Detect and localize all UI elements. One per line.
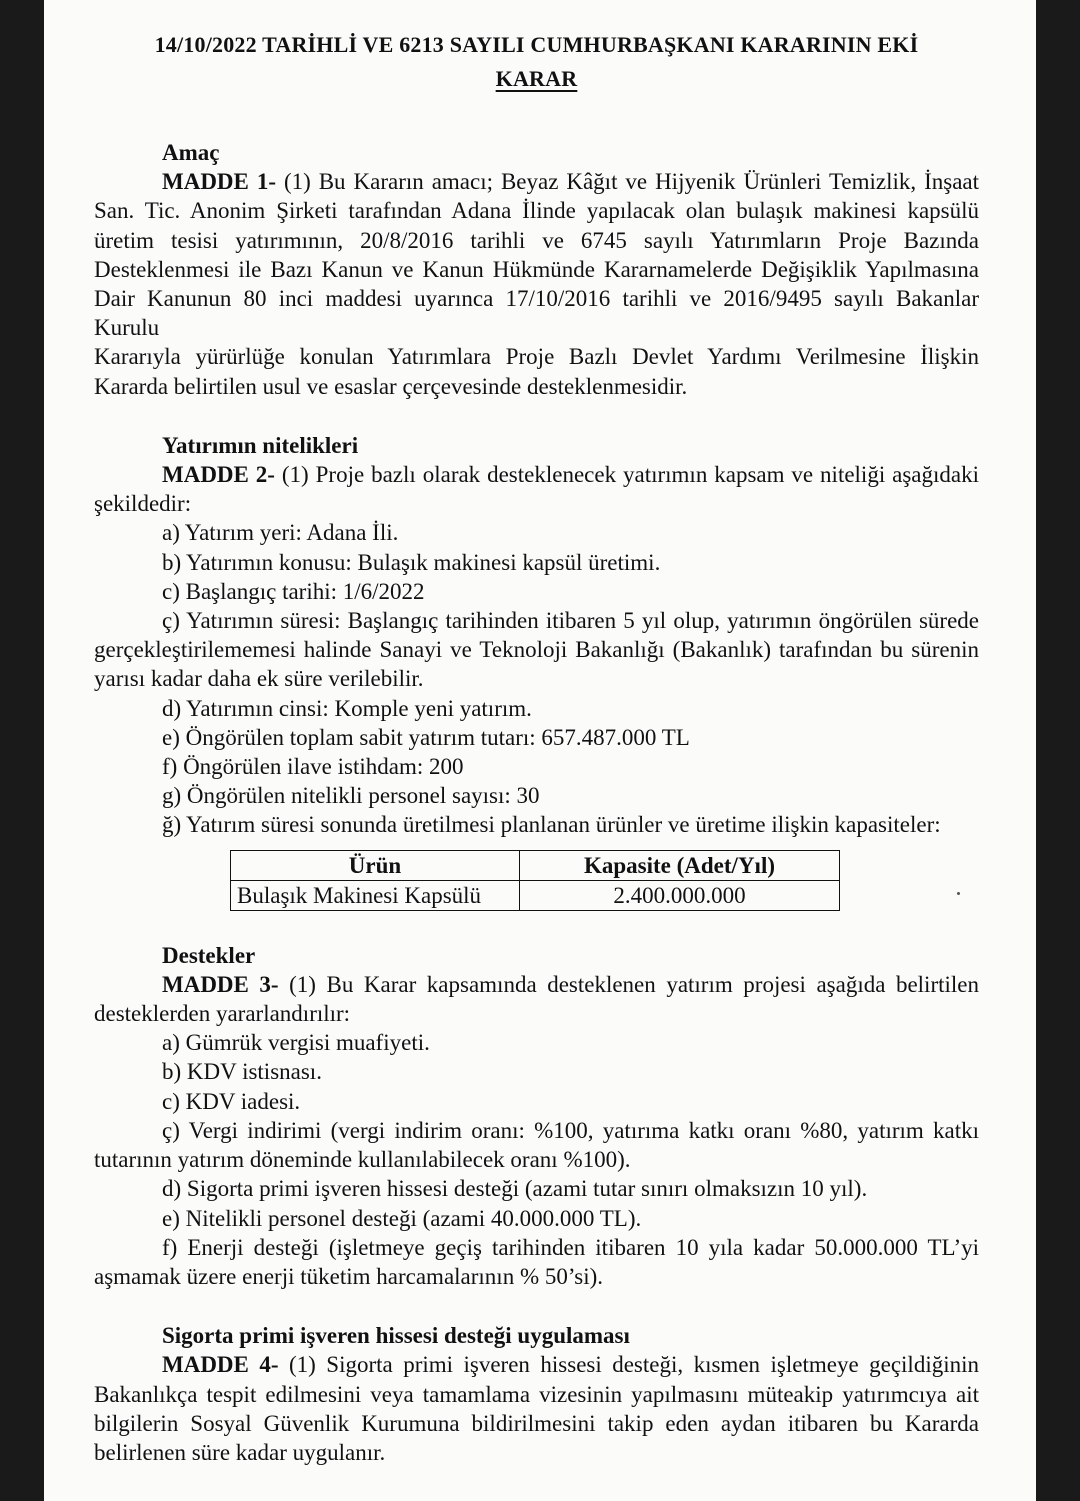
article-2 [94,431,979,911]
article-1-line-5: Dair Kanunun 80 inci maddesi uyarınca 17/10/2016 tarihli ve 2016/9495 sayılı Bakanlar Kurulu [94,286,979,341]
article-3-item-c-cedilla: ç) Vergi indirimi (vergi indirim oranı: %100, yatırıma katkı oranı %80, yatırım katkı [162,1117,979,1143]
article-2-item-c-cedilla: ç) Yatırımın süresi: Başlangıç tarihinden itibaren 5 yıl olup, yatırımın öngörülen sürede [162,608,979,634]
article-2-intro: MADDE 2- (1) Proje bazlı olarak desteklenecek yatırımın kapsam ve niteliği aşağıdaki [162,462,979,488]
article-1-line-4: Desteklenmesi ile Bazı Kanun ve Kanun Hükmünde Kararnamelerde Değişiklik Yapılmasına [94,256,979,282]
article-3-heading: Destekler [162,942,256,968]
document-content [94,28,979,1467]
article-2-heading: Yatırımın nitelikleri [162,432,359,458]
article-3-item-a: a) Gümrük vergisi muafiyeti. [162,1030,430,1056]
capacity-table [230,850,840,911]
article-4-line-2: Bakanlıkça tespit edilmesini veya tamamlama vizesinin yapılmasını müteakip yatırımcıya ait [94,1381,979,1407]
article-3-item-c-cedilla-2: tutarının yatırım döneminde kullanılabilecek oranı %100). [94,1147,631,1173]
article-1-line-6: Kararıyla yürürlüğe konulan Yatırımlara Proje Bazlı Devlet Yardımı Verilmesine İlişkin [94,344,979,370]
article-2-intro-2: şekildedir: [94,491,192,517]
article-3-item-f: f) Enerji desteği (işletmeye geçiş tarihinden itibaren 10 yıla kadar 50.000.000 TL’yi [162,1234,979,1260]
document-page [44,0,1036,1501]
article-2-label: MADDE 2- [162,462,275,488]
article-3-intro-2: desteklerden yararlandırılır: [94,1001,351,1027]
article-4-label: MADDE 4- [162,1352,279,1378]
article-4-line-4: belirlenen süre kadar uygulanır. [94,1439,386,1465]
article-3 [94,941,979,1291]
article-1-line-1: MADDE 1- (1) Bu Kararın amacı; Beyaz Kâğıt ve Hijyenik Ürünleri Temizlik, İnşaat [162,169,979,195]
article-1-line-7: Kararda belirtilen usul ve esaslar çerçevesinde desteklenmesidir. [94,373,688,399]
article-4-line-1: MADDE 4- (1) Sigorta primi işveren hissesi desteği, kısmen işletmeye geçildiğinin [162,1352,979,1378]
document-title [94,28,979,96]
table-row [231,880,840,910]
article-1-line-3: üretim tesisi yatırımının, 20/8/2016 tarihli ve 6745 sayılı Yatırımların Proje Bazında [94,227,979,253]
article-1-line-2: San. Tic. Anonim Şirketi tarafından Adana İlinde yapılacak olan bulaşık makinesi kapsülü [94,198,979,224]
article-3-item-e: e) Nitelikli personel desteği (azami 40.000.000 TL). [162,1205,642,1231]
article-3-item-c: c) KDV iadesi. [162,1088,301,1114]
article-2-item-c-cedilla-3: yarısı kadar daha ek süre verilebilir. [94,666,424,692]
article-3-item-b: b) KDV istisnası. [162,1059,322,1085]
table-header-row [231,850,840,880]
article-2-item-c-cedilla-2: gerçekleştirilememesi halinde Sanayi ve Teknoloji Bakanlığı (Bakanlık) tarafından bu sürenin [94,637,979,663]
article-3-label: MADDE 3- [162,971,279,997]
title-line-1: 14/10/2022 TARİHLİ VE 6213 SAYILI CUMHURBAŞKANI KARARININ EKİ [154,32,919,57]
stray-mark [957,892,960,895]
article-1-heading: Amaç [162,140,220,165]
article-2-item-d: d) Yatırımın cinsi: Komple yeni yatırım. [162,695,532,721]
article-1-label: MADDE 1- [162,169,276,195]
article-3-intro: MADDE 3- (1) Bu Karar kapsamında desteklenen yatırım projesi aşağıda belirtilen [162,971,979,997]
title-line-2: KARAR [495,66,578,91]
article-4-line-3: bilgilerin Sosyal Güvenlik Kurumuna bildirilmesini takip eden aydan itibaren bu Kararda [94,1410,979,1436]
article-4 [94,1321,979,1467]
article-3-item-d: d) Sigorta primi işveren hissesi desteği (azami tutar sınırı olmaksızın 10 yıl). [162,1176,868,1202]
table-header-capacity: Kapasite (Adet/Yıl) [520,850,840,880]
table-cell-product: Bulaşık Makinesi Kapsülü [231,880,520,910]
article-2-item-a: a) Yatırım yeri: Adana İli. [162,520,399,546]
article-2-item-g-breve: ğ) Yatırım süresi sonunda üretilmesi planlanan ürünler ve üretime ilişkin kapasiteler: [162,812,941,838]
article-2-item-g: g) Öngörülen nitelikli personel sayısı: 30 [162,783,540,809]
article-4-heading: Sigorta primi işveren hissesi desteği uygulaması [162,1323,630,1349]
article-3-item-f-2: aşmamak üzere enerji tüketim harcamalarının % 50’si). [94,1263,603,1289]
article-1 [94,138,979,401]
table-cell-capacity: 2.400.000.000 [520,880,840,910]
article-2-item-f: f) Öngörülen ilave istihdam: 200 [162,754,464,780]
article-2-item-c: c) Başlangıç tarihi: 1/6/2022 [162,578,425,604]
article-2-item-b: b) Yatırımın konusu: Bulaşık makinesi kapsül üretimi. [162,549,661,575]
article-2-item-e: e) Öngörülen toplam sabit yatırım tutarı: 657.487.000 TL [162,724,690,750]
table-header-product: Ürün [231,850,520,880]
